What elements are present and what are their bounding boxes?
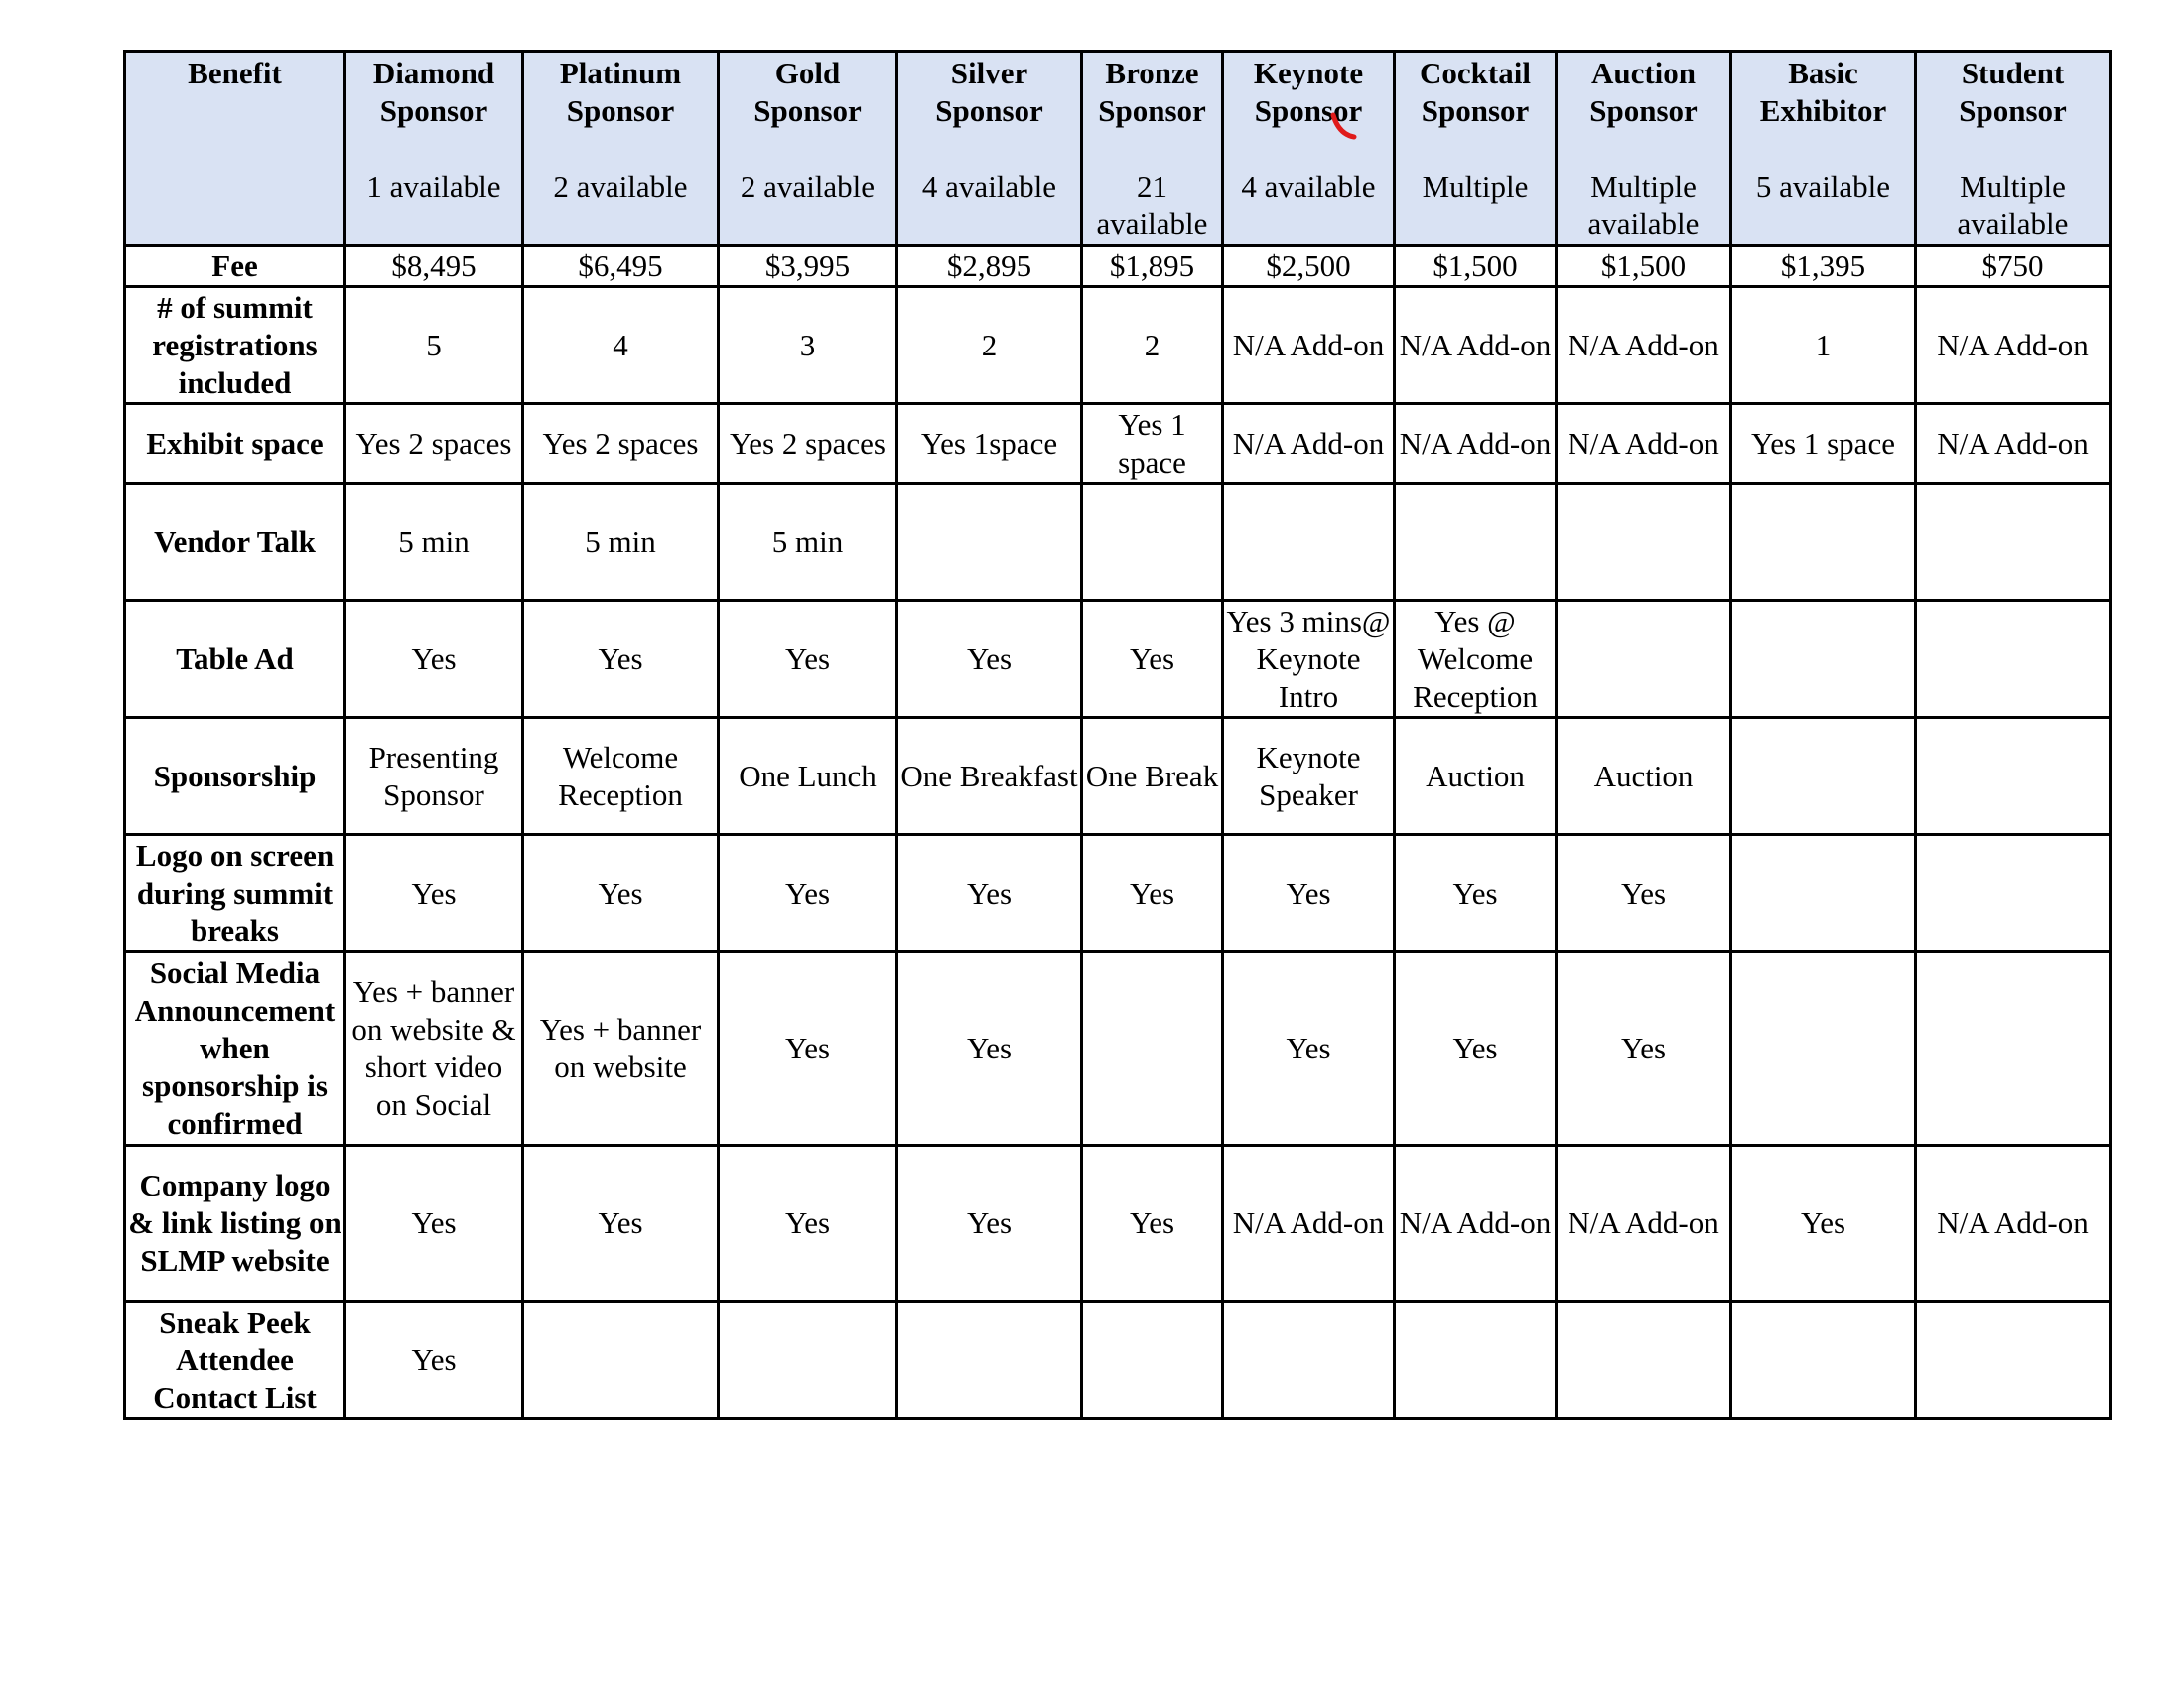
table-cell: 3 [719,287,897,404]
header-gold-sponsor: Gold Sponsor 2 available [719,52,897,246]
row-label: Table Ad [125,601,345,718]
table-cell: Yes [345,1302,523,1419]
table-cell: Keynote Speaker [1223,718,1395,835]
table-cell: N/A Add-on [1557,1146,1731,1302]
table-row-social-media [125,952,2111,1146]
table-cell: $1,895 [1082,246,1223,287]
table-cell [897,1302,1082,1419]
table-cell: 5 min [719,484,897,601]
table-cell: Yes [897,1146,1082,1302]
table-row-table-ad [125,601,2111,718]
table-cell: N/A Add-on [1223,1146,1395,1302]
table-cell [1082,952,1223,1146]
table-cell: Yes [1731,1146,1916,1302]
table-cell: $3,995 [719,246,897,287]
table-cell [1916,718,2111,835]
header-bronze-sponsor: Bronze Sponsor 21 available [1082,52,1223,246]
table-cell: Yes [719,601,897,718]
row-label: Company logo & link listing on SLMP website [125,1146,345,1302]
table-cell: 5 min [345,484,523,601]
table-cell: Yes [1082,601,1223,718]
table-cell: One Lunch [719,718,897,835]
table-cell: Yes 3 mins@ Keynote Intro [1223,601,1395,718]
table-cell: Yes [523,835,719,952]
table-cell: Yes 1 space [1731,404,1916,484]
table-cell [1395,1302,1557,1419]
table-cell: Yes [1082,835,1223,952]
table-cell [523,1302,719,1419]
table-cell: Yes 2 spaces [345,404,523,484]
table-cell: 4 [523,287,719,404]
table-cell [1223,1302,1395,1419]
table-cell: 5 [345,287,523,404]
table-cell: $8,495 [345,246,523,287]
table-cell: Yes 1 space [1082,404,1223,484]
table-cell: Yes [897,835,1082,952]
table-cell [1916,952,2111,1146]
table-cell: N/A Add-on [1395,1146,1557,1302]
table-cell [1731,718,1916,835]
sponsorship-benefits-table [123,50,2112,1420]
table-cell: Yes 1space [897,404,1082,484]
row-label: Logo on screen during summit breaks [125,835,345,952]
table-cell: $6,495 [523,246,719,287]
table-cell: Auction [1395,718,1557,835]
table-cell: 5 min [523,484,719,601]
table-cell [1731,835,1916,952]
table-row-fee [125,246,2111,287]
table-cell: Yes [345,835,523,952]
table-cell [719,1302,897,1419]
row-label: Exhibit space [125,404,345,484]
table-cell: Welcome Reception [523,718,719,835]
table-cell: $750 [1916,246,2111,287]
table-cell: Yes [523,601,719,718]
table-cell [897,484,1082,601]
table-cell: 1 [1731,287,1916,404]
table-cell: Yes @ Welcome Reception [1395,601,1557,718]
table-cell: N/A Add-on [1557,404,1731,484]
table-cell: N/A Add-on [1916,287,2111,404]
annotation-mark-icon [1330,111,1358,141]
table-cell: Yes [1557,835,1731,952]
table-cell: Yes + banner on website [523,952,719,1146]
table-cell: Yes [719,835,897,952]
table-cell [1916,835,2111,952]
table-cell: 2 [897,287,1082,404]
table-cell: $2,895 [897,246,1082,287]
row-label: Fee [125,246,345,287]
table-cell: Yes 2 spaces [523,404,719,484]
table-cell: One Breakfast [897,718,1082,835]
table-cell: Yes [345,1146,523,1302]
table-cell: Presenting Sponsor [345,718,523,835]
table-cell: Yes [897,952,1082,1146]
table-cell [1082,1302,1223,1419]
table-cell [1557,601,1731,718]
table-cell: Yes [1395,835,1557,952]
header-auction-sponsor: Auction Sponsor Multiple available [1557,52,1731,246]
table-cell [1731,484,1916,601]
table-cell: Yes + banner on website & short video on Social [345,952,523,1146]
table-cell: N/A Add-on [1223,404,1395,484]
table-cell [1223,484,1395,601]
table-cell [1916,484,2111,601]
table-cell: Yes 2 spaces [719,404,897,484]
table-cell: Auction [1557,718,1731,835]
table-cell: $1,395 [1731,246,1916,287]
table-cell: $1,500 [1557,246,1731,287]
table-cell: Yes [1223,835,1395,952]
table-cell [1916,1302,2111,1419]
table-cell: $1,500 [1395,246,1557,287]
table-cell: Yes [719,952,897,1146]
row-label: # of summit registrations included [125,287,345,404]
table-cell [1082,484,1223,601]
table-row-vendor-talk [125,484,2111,601]
row-label: Sneak Peek Attendee Contact List [125,1302,345,1419]
table-cell: 2 [1082,287,1223,404]
table-cell: Yes [345,601,523,718]
table-cell: Yes [1395,952,1557,1146]
header-benefit: Benefit [125,52,345,246]
table-cell: $2,500 [1223,246,1395,287]
table-cell: Yes [1082,1146,1223,1302]
table-cell: N/A Add-on [1916,404,2111,484]
header-diamond-sponsor: Diamond Sponsor 1 available [345,52,523,246]
table-cell: Yes [523,1146,719,1302]
table-cell [1916,601,2111,718]
header-basic-exhibitor: Basic Exhibitor 5 available [1731,52,1916,246]
table-row-company-logo [125,1146,2111,1302]
table-cell: N/A Add-on [1557,287,1731,404]
header-row [125,52,2111,246]
table-cell: Yes [1223,952,1395,1146]
table-cell: Yes [897,601,1082,718]
header-silver-sponsor: Silver Sponsor 4 available [897,52,1082,246]
table-cell [1731,1302,1916,1419]
table-cell: N/A Add-on [1395,287,1557,404]
table-cell: One Break [1082,718,1223,835]
header-cocktail-sponsor: Cocktail Sponsor Multiple [1395,52,1557,246]
table-row-sponsorship [125,718,2111,835]
table-cell: N/A Add-on [1223,287,1395,404]
table-cell: N/A Add-on [1395,404,1557,484]
table-row-exhibit-space [125,404,2111,484]
table-cell: Yes [719,1146,897,1302]
table-cell: Yes [1557,952,1731,1146]
table-cell [1557,484,1731,601]
table-cell [1557,1302,1731,1419]
table-row-registrations [125,287,2111,404]
header-keynote-sponsor: Keynote Sponsor 4 available [1223,52,1395,246]
row-label: Vendor Talk [125,484,345,601]
table-row-sneak-peek [125,1302,2111,1419]
table-cell [1731,952,1916,1146]
header-platinum-sponsor: Platinum Sponsor 2 available [523,52,719,246]
table-cell [1395,484,1557,601]
row-label: Sponsorship [125,718,345,835]
row-label: Social Media Announcement when sponsorship is confirmed [125,952,345,1146]
table-row-logo-on-screen [125,835,2111,952]
table-body [125,246,2111,1419]
header-student-sponsor: Student Sponsor Multiple available [1916,52,2111,246]
table-cell: N/A Add-on [1916,1146,2111,1302]
table-cell [1731,601,1916,718]
